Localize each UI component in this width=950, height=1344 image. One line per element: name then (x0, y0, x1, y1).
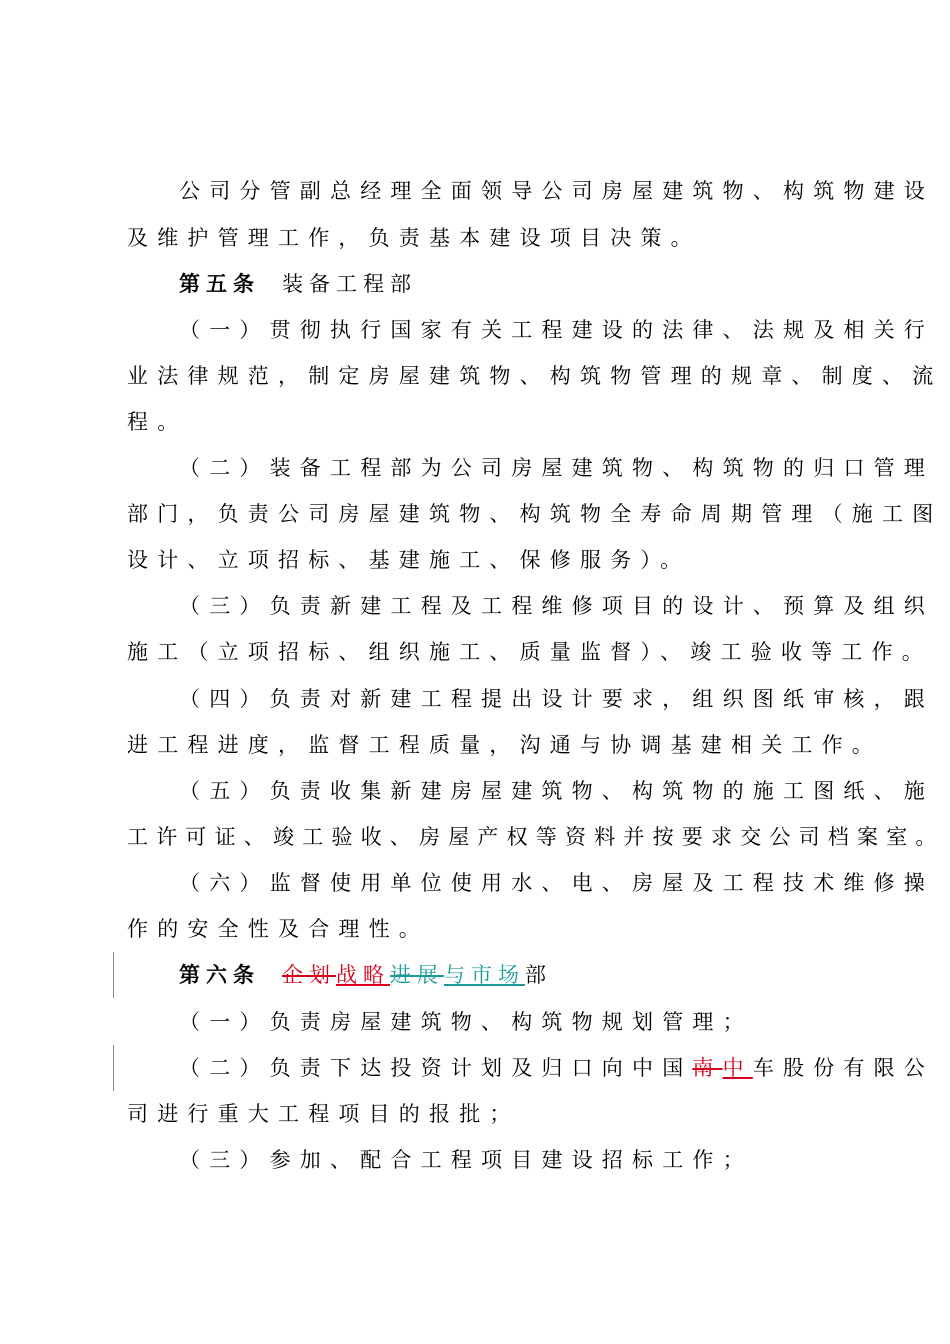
paragraph-line: （三）参加、配合工程项目建设招标工作； (179, 1148, 753, 1172)
inserted-text: 与市场 (444, 963, 525, 987)
article-5-heading (179, 269, 879, 299)
paragraph-line: 作的安全性及合理性。 (127, 917, 429, 941)
paragraph-line: 业法律规范，制定房屋建筑物、构筑物管理的规章、制度、流 (127, 364, 943, 388)
deleted-text: 进展 (390, 963, 444, 987)
deleted-text: 南 (692, 1056, 723, 1080)
paragraph-line: 进工程进度，监督工程质量，沟通与协调基建相关工作。 (127, 733, 882, 757)
article-6-heading (179, 960, 879, 990)
paragraph-line: 公司分管副总经理全面领导公司房屋建筑物、构筑物建设 (179, 179, 934, 203)
inserted-text: 战略 (336, 963, 390, 987)
paragraph-line: 设计、立项招标、基建施工、保修服务）。 (127, 548, 691, 572)
article-title (282, 963, 552, 987)
inserted-text: 中 (722, 1056, 753, 1080)
paragraph-line: 程。 (127, 410, 188, 434)
title-suffix: 部 (525, 963, 552, 987)
article-label: 第五条 (179, 271, 260, 296)
text-segment: 车股份有限公 (752, 1056, 935, 1080)
text-segment: （二）负责下达投资计划及归口向中国 (179, 1056, 693, 1080)
paragraph-line: （一）贯彻执行国家有关工程建设的法律、法规及相关行 (179, 318, 934, 342)
paragraph-line: （五）负责收集新建房屋建筑物、构筑物的施工图纸、施 (179, 779, 934, 803)
paragraph-line: 及维护管理工作，负责基本建设项目决策。 (127, 226, 701, 250)
paragraph-line: 司进行重大工程项目的报批； (127, 1102, 520, 1126)
paragraph-line: （四）负责对新建工程提出设计要求，组织图纸审核，跟 (179, 687, 934, 711)
article-label: 第六条 (179, 962, 260, 987)
deleted-text: 企划 (282, 963, 336, 987)
article-title: 装备工程部 (282, 272, 417, 296)
paragraph-line: （二）装备工程部为公司房屋建筑物、构筑物的归口管理 (179, 456, 934, 480)
paragraph-line: （六）监督使用单位使用水、电、房屋及工程技术维修操 (179, 871, 934, 895)
change-bar (113, 952, 114, 998)
paragraph-line (179, 1053, 935, 1083)
change-bar (113, 1045, 114, 1091)
paragraph-line: 施工（立项招标、组织施工、质量监督）、竣工验收等工作。 (127, 640, 932, 664)
paragraph-line: （三）负责新建工程及工程维修项目的设计、预算及组织 (179, 594, 934, 618)
paragraph-line: 工许可证、竣工验收、房屋产权等资料并按要求交公司档案室。 (127, 825, 945, 849)
paragraph-line: 部门，负责公司房屋建筑物、构筑物全寿命周期管理（施工图 (127, 502, 943, 526)
paragraph-line: （一）负责房屋建筑物、构筑物规划管理； (179, 1010, 753, 1034)
